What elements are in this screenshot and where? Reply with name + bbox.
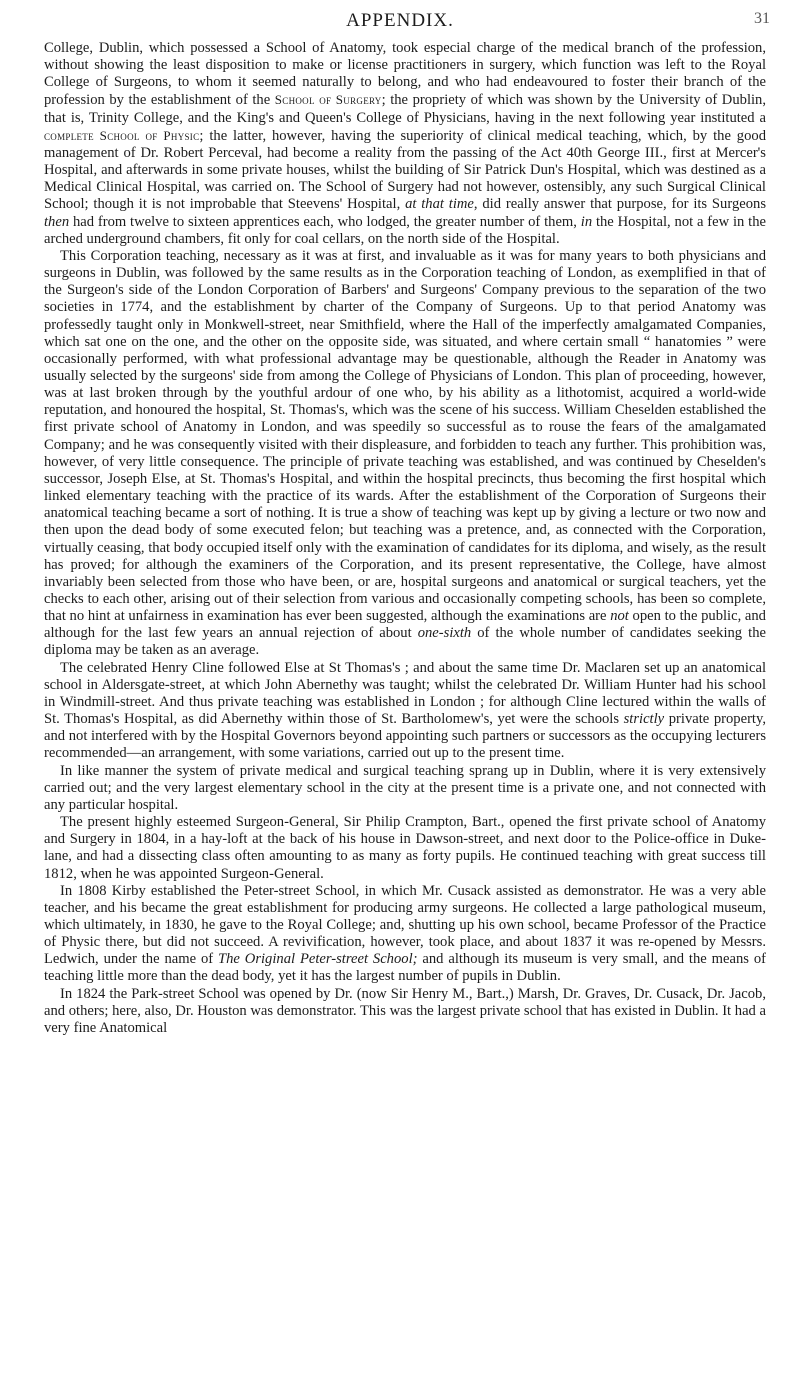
text-run: the Hospital, not a few in the arched underground chambers, fit only for coal cellars, on the north side of the Hospital. <box>44 213 767 247</box>
italic-text: not <box>610 608 629 625</box>
italic-text: one-sixth <box>417 625 472 642</box>
italic-text: The Original Peter-street School; <box>218 951 418 968</box>
italic-text: strictly <box>623 711 665 728</box>
small-caps-text: School of Surgery <box>274 92 382 108</box>
paragraph <box>44 660 766 763</box>
text-run: , did really answer that purpose, for its Surgeons <box>473 196 766 213</box>
text-run: and although its museum is very small, and the means of teaching little more than the dead body, yet it has the largest number of pupils in Dublin. <box>44 951 766 985</box>
paragraph <box>44 814 766 883</box>
text-run: College, Dublin, which possessed a School of Anatomy, took especial charge of the medical branch of the profession, without showing the least disposition to make or license practitioners in surgery, which function was left to the Royal College of Surgeons, to whom it seemed naturally to belong, and who had endeavoured to foster their branch of the profession by the establishment of the <box>44 40 766 109</box>
paragraph <box>44 248 766 660</box>
running-title: APPENDIX. <box>346 10 454 31</box>
text-run: ; the propriety of which was shown by the University of Dublin, that is, Trinity College, and the King's and Queen's College of Physicians, having in the next following year instituted a <box>44 92 766 126</box>
page-header <box>0 6 800 36</box>
text-run: ; the latter, however, having the superiority of clinical medical teaching, which, by the good management of Dr. Robert Perceval, had become a reality from the passing of the Act 40th George III., first at Mercer's Hospital, and afterwards in some private houses, whilst the building of Sir Patrick Dun's Hospital, which was destined as a Medical Clinical Hospital, was carried on. The School of Surgery had not however, ostensibly, any such Surgical Clinical School; though it is not improbable that Steevens' Hospital, <box>44 127 766 213</box>
paragraph <box>44 986 766 1037</box>
page-number: 31 <box>754 10 770 27</box>
small-caps-text: complete School of Physic <box>44 127 200 143</box>
italic-text: in <box>580 213 593 230</box>
text-run: open to the public, and although for the last few years an annual rejection of about <box>44 608 766 642</box>
text-run: In like manner the system of private medical and surgical teaching sprang up in Dublin, where it is very extensively carried out; and the very largest elementary school in the city at the present time is a private one, and not connected with any particular hospital. <box>44 762 766 813</box>
text-run: The present highly esteemed Surgeon-General, Sir Philip Crampton, Bart., opened the first private school of Anatomy and Surgery in 1804, in a hay-loft at the back of his house in Dawson-street, and next door to the Police-office in Duke-lane, and had a dissecting class often amounting to as many as forty pupils. He continued teaching with great success till 1812, when he was appointed Surgeon-General. <box>44 814 766 882</box>
paragraph <box>44 883 766 986</box>
text-run: had from twelve to sixteen apprentices each, who lodged, the greater number of them, <box>69 213 581 230</box>
body-text <box>44 40 766 1037</box>
paragraph <box>44 40 766 248</box>
text-run: of the whole number of candidates seeking the diploma may be taken as an average. <box>44 625 766 659</box>
paragraph <box>44 763 766 814</box>
text-run: In 1824 the Park-street School was opened by Dr. (now Sir Henry M., Bart.,) Marsh, Dr. Graves, Dr. Cusack, Dr. Jacob, and others; here, also, Dr. Houston was demonstrator. This was the largest private school that has existed in Dublin. It had a very fine Anatomical <box>44 985 766 1036</box>
italic-text: at that time <box>405 196 474 213</box>
text-run: This Corporation teaching, necessary as it was at first, and invaluable as it was for many years to both physicians and surgeons in Dublin, was followed by the same results as in the Corporation teaching of London, as exemplified in that of the Surgeon's side of the London Corporation of Barbers' and Surgeons' Company previous to the separation of the two societies in 1774, and the establishment by charter of the Company of Surgeons. Up to that period Anatomy was professedly taught only in Monkwell-street, near Smithfield, where the Hall of the imperfectly amalgamated Companies, which sat one on the one, and the other on the opposite side, was situated, and where certain small “ hanatomies ” were occasionally performed, with what professional advantage may be questionable, although the Reader in Anatomy was usually selected by the surgeons' side from among the College of Physicians of London. This plan of proceeding, however, was at last broken through by the youthful ardour of one who, by his ability as a lithotomist, acquired a world-wide reputation, and honoured the hospital, St. Thomas's, which was the scene of his success. William Cheselden established the first private school of Anatomy in London, and was speedily so successful as to rouse the fears of the amalgamated Company; and he was consequently visited with their displeasure, and forbidden to teach any further. This prohibition was, however, of very little consequence. The principle of private teaching was established, and was continued by Cheselden's successor, Joseph Else, at St. Thomas's Hospital, and within the hospital precincts, thus becoming the first hospital which linked elementary teaching with the practice of its wards. After the establishment of the Corporation of Surgeons their anatomical teaching became a sort of nothing. It is true a show of teaching was kept up by giving a lecture or two now and then upon the dead body of some executed felon; but teaching was a pretence, and, as connected with the Corporation, virtually ceasing, that body occupied itself only with the examination of candidates for its diploma, and wisely, as the result has proved; for although the examiners of the Corporation, and its present representative, the College, have almost invariably been selected from those who have been, or are, hospital surgeons and anatomical or surgical teachers, yet the checks to each other, arising out of their selection from various and occasionally competing schools, has been so complete, that no hint at unfairness in examination has ever been suggested, although the examinations are <box>44 247 766 625</box>
text-run: private property, and not interfered with by the Hospital Governors beyond appointing such partners or successors as the occupying lecturers recommended—an arrangement, with some variations, carried out up to the present time. <box>44 711 766 762</box>
text-run: The celebrated Henry Cline followed Else at St Thomas's ; and about the same time Dr. Maclaren set up an anatomical school in Aldersgate-street, at which John Abernethy was taught; whilst the celebrated Dr. William Hunter had his school in Windmill-street. And thus private teaching was established in London ; for although Cline lectured within the walls of St. Thomas's Hospital, as did Abernethy within those of St. Bartholomew's, yet were the schools <box>44 659 766 728</box>
text-run: In 1808 Kirby established the Peter-street School, in which Mr. Cusack assisted as demonstrator. He was a very able teacher, and his became the great establishment for producing army surgeons. He collected a large pathological museum, which ultimately, in 1830, he gave to the Royal College; and, shutting up his own school, became Professor of the Practice of Physic there, but did not succeed. A revivification, however, took place, and about 1837 it was re-opened by Messrs. Ledwich, under the name of <box>44 882 766 968</box>
italic-text: then <box>44 213 70 230</box>
